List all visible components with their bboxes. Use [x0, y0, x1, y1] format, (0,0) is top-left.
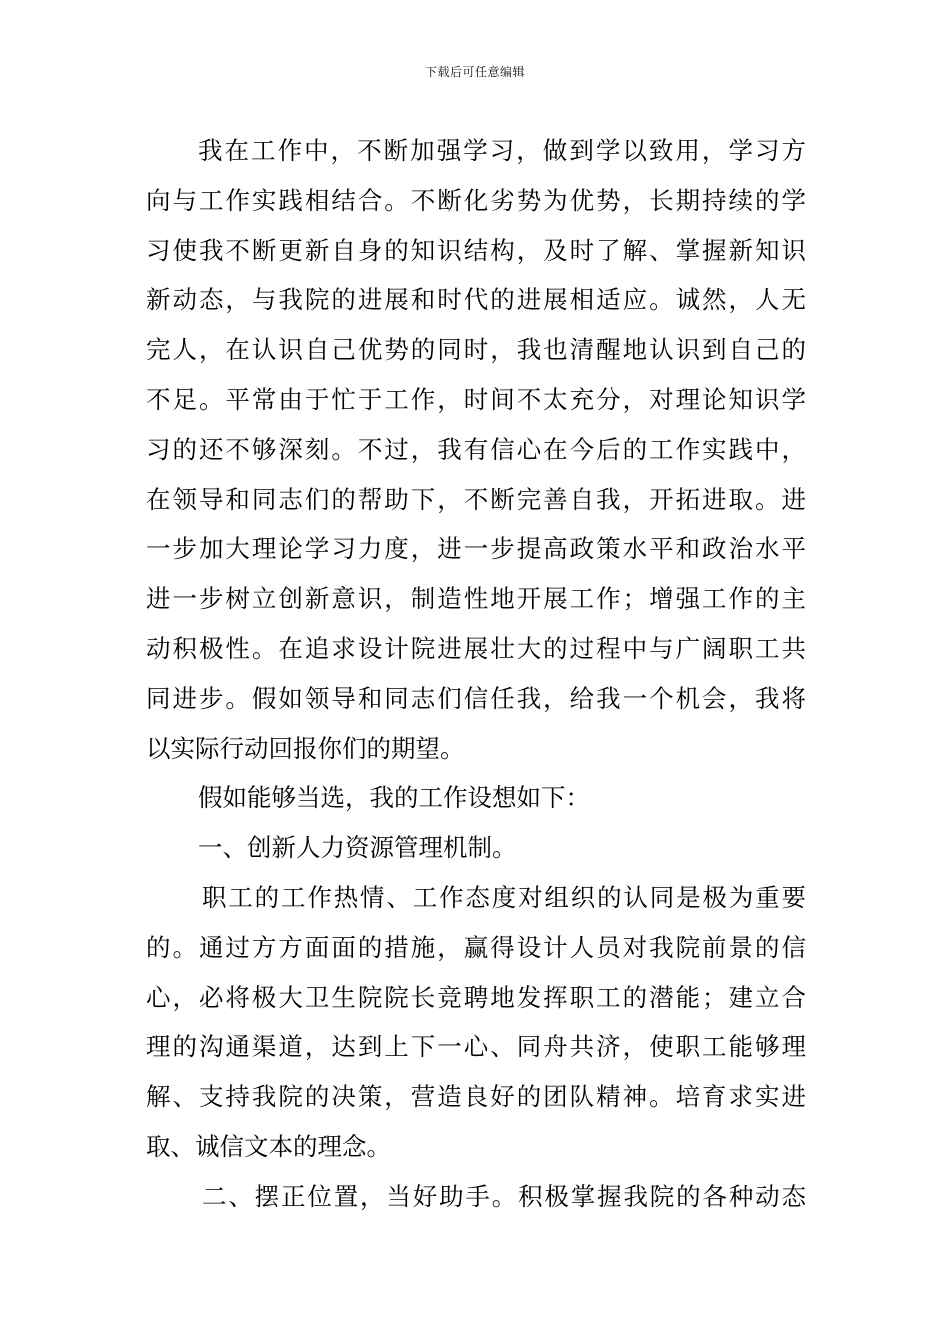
- paragraph-line: 习使我不断更新自身的知识结构，及时了解、掌握新知识: [146, 235, 806, 265]
- paragraph-line: 习的还不够深刻。不过，我有信心在今后的工作实践中，: [146, 434, 806, 464]
- paragraph-line: 职工的工作热情、工作态度对组织的认同是极为重要: [202, 882, 806, 912]
- paragraph-line: 在领导和同志们的帮助下，不断完善自我，开拓进取。进: [146, 484, 806, 514]
- paragraph-line: 进一步树立创新意识，制造性地开展工作；增强工作的主: [146, 584, 806, 614]
- paragraph-line: 一步加大理论学习力度，进一步提高政策水平和政治水平: [146, 534, 806, 564]
- paragraph-line: 的。通过方方面面的措施，赢得设计人员对我院前景的信: [146, 932, 806, 962]
- section-heading: 二、摆正位置，当好助手。积极掌握我院的各种动态: [202, 1181, 806, 1211]
- paragraph-line: 理的沟通渠道，达到上下一心、同舟共济，使职工能够理: [146, 1032, 806, 1062]
- paragraph-line: 解、支持我院的决策，营造良好的团队精神。培育求实进: [146, 1082, 806, 1112]
- paragraph-line: 取、诚信文本的理念。: [146, 1131, 391, 1161]
- document-body: [146, 126, 806, 1222]
- paragraph-line: 同进步。假如领导和同志们信任我，给我一个机会，我将: [146, 683, 806, 713]
- paragraph-line: 心，必将极大卫生院院长竞聘地发挥职工的潜能；建立合: [146, 982, 806, 1012]
- paragraph-line: 我在工作中，不断加强学习，做到学以致用，学习方: [198, 136, 806, 165]
- paragraph-line: 新动态，与我院的进展和时代的进展相适应。诚然，人无: [146, 285, 806, 315]
- paragraph-line: 以实际行动回报你们的期望。: [146, 733, 465, 763]
- page-header: 下载后可任意编辑: [424, 65, 525, 79]
- paragraph-line: 向与工作实践相结合。不断化劣势为优势，长期持续的学: [146, 185, 806, 215]
- paragraph-line: 不足。平常由于忙于工作，时间不太充分，对理论知识学: [146, 384, 806, 414]
- section-heading: 一、创新人力资源管理机制。: [198, 833, 517, 863]
- paragraph-line: 完人，在认识自己优势的同时，我也清醒地认识到自己的: [146, 335, 806, 365]
- paragraph-line: 假如能够当选，我的工作设想如下：: [198, 783, 590, 813]
- paragraph-line: 动积极性。在追求设计院进展壮大的过程中与广阔职工共: [146, 633, 806, 663]
